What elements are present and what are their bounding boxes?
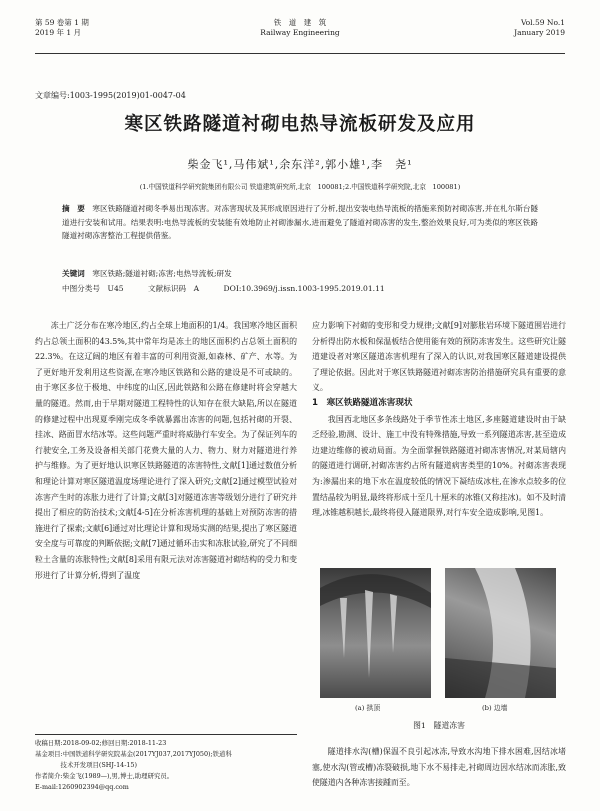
figure-1 [320, 568, 556, 712]
ice-sidewall-illustration [445, 568, 556, 698]
caption-b: (b) 边墙 [482, 704, 508, 712]
classification [62, 283, 538, 294]
journal-date: Vol.59 No.1 January 2019 [514, 18, 565, 37]
caption-a: (a) 拱顶 [355, 704, 381, 712]
right-column-bottom [312, 744, 566, 791]
abstract [62, 202, 538, 243]
author-email: E-mail:1260902394@qq.com [35, 783, 129, 791]
section1-paragraph: 我国西北地区多条线路处于季节性冻土地区,多座隧道建设时由于缺乏经验,勘测、设计、施工中没有特殊措施,导致一系列隧道冻害,甚至造成边建边维修的被动局面。为全面掌握铁路隧道衬砌冻害情况,对某局辖内的隧道进行调研,衬砌冻害约占所有隧道病害类型的10%。衬砌冻害表现为:渗漏出来的地下水在温度较低的情况下凝结成冰柱,在渗水点较多的位置结晶较为明显,最终将形成十至几十厘米的冰锥(又称挂冰)。如不及时清理,冰锥越积越长,最终将侵入隧道限界,对行车安全造成影响,见图1。 [312, 414, 566, 518]
article-number: 文章编号:1003-1995(2019)01-0047-04 [35, 91, 186, 100]
footnote-rule [35, 734, 297, 735]
received-date: 收稿日期:2018-09-02;修回日期:2018-11-23 [35, 739, 167, 747]
affiliation: (1.中国铁道科学研究院集团有限公司 铁道建筑研究所,北京 100081;2.中国铁道科学研究院,北京 100081) [139, 183, 461, 191]
keywords-label: 关键词 [62, 269, 85, 278]
tunnel-vault-photo [320, 568, 431, 698]
abstract-text: 寒区铁路隧道衬砌冬季易出现冻害。对冻害现状及其形成原因进行了分析,提出安装电热导流板的措施来预防衬砌冻害,并在札尔斯台隧道进行安装和试用。结果表明:电热导流板的安装能有效地防止衬砌渗漏水,进而避免了隧道衬砌冻害的发生,整治效果良好,可为类似的寒区铁路隧道衬砌冻害整治工程提供借鉴。 [62, 204, 539, 241]
ice-vault-illustration [320, 568, 431, 698]
right-column [312, 318, 566, 521]
running-header [35, 18, 565, 52]
author-list: 柴金飞¹,马伟斌¹,余东洋²,郭小雄¹,李 尧¹ [187, 158, 413, 171]
doi: DOI:10.3969/j.issn.1003-1995.2019.01.11 [223, 284, 385, 293]
journal-volume: 第 59 卷第 1 期 2019 年 1 月 [35, 18, 89, 37]
footnotes [35, 738, 297, 793]
section-heading-1: 1 寒区铁路隧道冻害现状 [312, 397, 413, 408]
figure-caption: 图1 隧道冻害 [413, 721, 465, 730]
clc-number: 中图分类号 U45 [62, 284, 124, 293]
fund-line-2: 技术开发项目(SHJ-14-15) [35, 761, 137, 769]
drainage-paragraph: 隧道排水沟(槽)保温不良引起冰冻,导致水沟地下排水困难,因结冰堵塞,使水沟(管或槽)冻裂破损,地下水不易排走,衬砌周边因水结冰而冻胀,致使隧道内各种冻害接踵而至。 [312, 747, 566, 788]
document-code: 文献标识码 A [148, 284, 200, 293]
header-rule [35, 53, 565, 54]
keywords-text: 寒区铁路;隧道衬砌;冻害;电热导流板;研发 [92, 269, 232, 278]
tunnel-sidewall-photo [445, 568, 556, 698]
fund-line-1: 基金项目:中国铁道科学研究院基金(2017YJ037,2017YJ050);铁道科 [35, 750, 232, 758]
journal-name: 铁 道 建 筑 Railway Engineering [260, 18, 340, 37]
paper-title: 寒区铁路隧道衬砌电热导流板研发及应用 [124, 114, 476, 135]
abstract-label: 摘 要 [62, 204, 85, 213]
keywords [62, 268, 538, 279]
intro-continued: 应力影响下衬砌的变形和受力规律;文献[9]对膨胀岩环境下隧道围岩进行分析得出防水板和保温板结合使用能有效的预防冻害发生。这些研究让隧道建设者对寒区隧道冻害机理有了深入的认识,对我国寒区隧道建设提供了理论依据。因此对于寒区铁路隧道衬砌冻害防治措施研究具有重要的意义。 [312, 321, 566, 393]
author-bio: 作者简介:柴金飞(1989—),男,博士,助理研究员。 [35, 772, 174, 780]
left-column [35, 318, 297, 583]
intro-paragraph: 冻土广泛分布在寒冷地区,约占全球上地面积的1/4。我国寒冷地区面积约占总领土面积的43.5%,其中常年均是冻土的地区面积约占总领土面积的22.3%。在这辽阔的地区有着丰富的可利用资源,如森林、矿产、水等。为了更好地开发利用这些资源,在寒冷地区铁路和公路的建设是不可或缺的。由于寒区多位于极地、中纬度的山区,因此铁路和公路在修建时将会穿越大量的隧道。然而,由于早期对隧道工程特性的认知存在很大缺陷,所以在隧道的修建过程中出现夏季刚完成冬季就暴露出冻害的问题,包括衬砌的开裂、挂冰、路面冒水结冰等。这些问题严重时将威胁行车安全。为了保证列车的行驶安全,工务及设备相关部门花费大量的人力、物力、财力对隧道进行养护与维修。为了更好地认识寒区铁路隧道的冻害特性,文献[1]通过数值分析和理论计算对寒区隧道温度场理论进行了深入研究;文献[2]通过模型试验对冻害产生时的冻胀力进行了计算;文献[3]对隧道冻害等级划分进行了研究并提出了相应的防治技术;文献[4-5]在分析冻害机理的基础上对预防冻害的措施进行了探索;文献[6]通过对比理论计算和现场实测的结果,提出了寒区隧道安全度与可靠度的判断依据;文献[7]通过循环击实和冻胀试验,研究了不同细粒土含量的冻胀特性;文献[8]采用有限元法对冻害隧道衬砌结构的受力和变形进行了计算分析,得到了温度 [35, 321, 297, 580]
